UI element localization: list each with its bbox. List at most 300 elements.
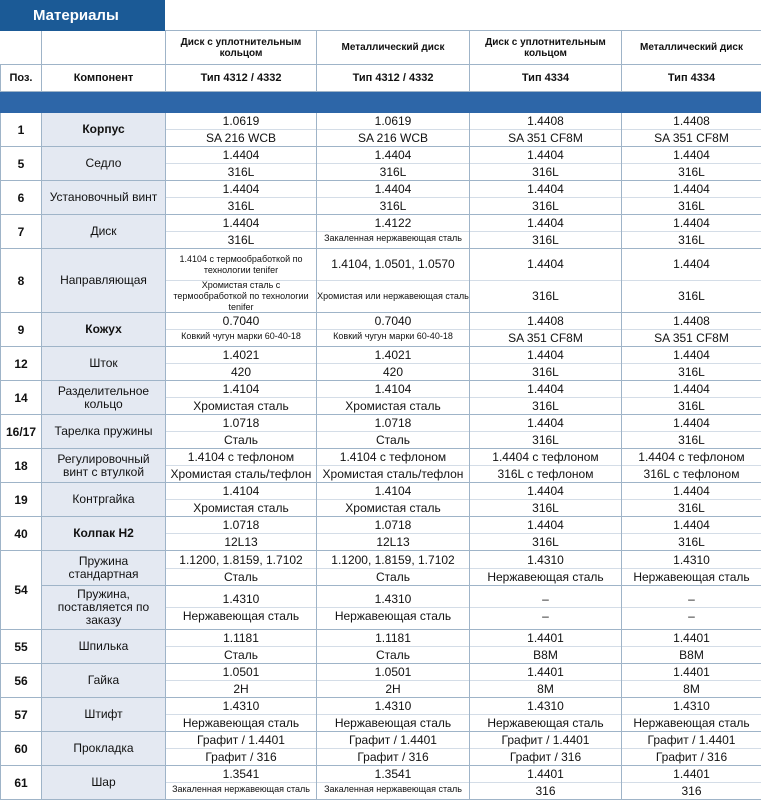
material-cell (622, 113, 761, 147)
component-name: Пружина стандартная (42, 551, 166, 586)
table-row (1, 381, 761, 415)
position-number: 56 (1, 664, 42, 698)
material-cell (470, 551, 622, 586)
material-cell (166, 313, 317, 347)
component-name: Шпилька (42, 630, 166, 664)
position-number: 9 (1, 313, 42, 347)
material-cell (166, 732, 317, 766)
material-cell (317, 483, 470, 517)
material-number: 1.4310 (166, 698, 316, 715)
material-cell (470, 586, 622, 630)
position-number: 61 (1, 766, 42, 800)
component-name: Колпак H2 (42, 517, 166, 551)
material-cell (166, 215, 317, 249)
column-desc: Диск с уплотнительным кольцом (166, 31, 317, 65)
material-spec: 316L (678, 365, 705, 379)
material-number: 1.0718 (166, 517, 316, 534)
table-row (1, 249, 761, 313)
material-spec: 316L (678, 233, 705, 247)
section-title: Материалы (0, 0, 165, 31)
material-cell (166, 517, 317, 551)
material-cell (317, 215, 470, 249)
component-name: Гайка (42, 664, 166, 698)
material-cell (622, 664, 761, 698)
material-cell (317, 517, 470, 551)
material-number: 1.4104, 1.0501, 1.0570 (317, 249, 469, 281)
material-number: 1.4404 (622, 381, 761, 398)
material-cell (622, 181, 761, 215)
material-spec: 316L (227, 233, 255, 247)
material-cell (317, 181, 470, 215)
material-cell (166, 381, 317, 415)
header-empty (1, 31, 42, 65)
material-spec: – (542, 609, 549, 623)
material-cell (470, 698, 622, 732)
material-spec: Хромистая сталь с термообработкой по технологии tenifer (173, 280, 309, 312)
position-number: 8 (1, 249, 42, 313)
material-number: 1.4404 с тефлоном (622, 449, 761, 466)
material-cell (622, 483, 761, 517)
material-cell (470, 215, 622, 249)
material-spec: Ковкий чугун марки 60-40-18 (333, 331, 453, 341)
table-row (1, 113, 761, 147)
material-cell (470, 483, 622, 517)
material-spec: SA 216 WCB (357, 131, 429, 145)
material-cell (317, 698, 470, 732)
material-number: 1.4404 с тефлоном (470, 449, 621, 466)
material-cell (470, 415, 622, 449)
material-spec: Хромистая сталь/тефлон (170, 467, 312, 481)
material-cell (622, 147, 761, 181)
material-spec: SA 216 WCB (205, 131, 277, 145)
material-spec: 316L (379, 165, 407, 179)
material-cell (470, 664, 622, 698)
table-row (1, 517, 761, 551)
material-number: 1.4401 (470, 664, 621, 681)
material-number: 1.4104 с термообработкой по технологии tenifer (166, 249, 316, 281)
material-number: 1.4404 (470, 147, 621, 164)
material-number: 1.4408 (622, 113, 761, 130)
material-cell (166, 449, 317, 483)
material-number: 1.4401 (622, 664, 761, 681)
material-number: 1.0718 (317, 415, 469, 432)
material-cell (317, 347, 470, 381)
material-spec: Графит / 316 (655, 750, 728, 764)
material-cell (166, 415, 317, 449)
header-pos: Поз. (1, 65, 42, 92)
table-row (1, 732, 761, 766)
material-cell (166, 551, 317, 586)
material-cell (622, 732, 761, 766)
material-cell (470, 313, 622, 347)
material-spec: B8M (533, 648, 558, 662)
material-number: 1.4021 (166, 347, 316, 364)
material-number: Графит / 1.4401 (166, 732, 316, 749)
component-name: Прокладка (42, 732, 166, 766)
material-cell (317, 147, 470, 181)
material-spec: 8M (683, 682, 700, 696)
material-cell (317, 766, 470, 800)
material-cell (166, 766, 317, 800)
material-cell (166, 698, 317, 732)
material-spec: SA 351 CF8M (654, 331, 729, 345)
material-cell (470, 630, 622, 664)
material-number: 1.4404 (470, 215, 621, 232)
material-spec: – (688, 609, 695, 623)
material-spec: Ковкий чугун марки 60-40-18 (181, 331, 301, 341)
material-spec: 316L (532, 233, 559, 247)
material-number: 1.4404 (470, 415, 621, 432)
material-number: 1.4310 (166, 591, 316, 608)
header-empty (42, 31, 166, 65)
material-spec: SA 351 CF8M (508, 131, 583, 145)
position-number: 54 (1, 551, 42, 630)
material-cell (622, 698, 761, 732)
material-spec: 316L (678, 501, 705, 515)
material-spec: Хромистая сталь/тефлон (322, 467, 464, 481)
material-spec: Нержавеющая сталь (334, 609, 452, 623)
header-row-desc (1, 31, 761, 65)
material-spec: 316L (678, 399, 705, 413)
material-cell (317, 586, 470, 630)
position-number: 18 (1, 449, 42, 483)
material-number: 1.1200, 1.8159, 1.7102 (317, 552, 469, 569)
material-number: 1.4404 (317, 181, 469, 198)
material-spec: Сталь (224, 569, 258, 584)
material-cell (166, 147, 317, 181)
column-desc: Металлический диск (622, 31, 761, 65)
material-number: 1.4104 (317, 483, 469, 500)
material-number: 1.4401 (622, 630, 761, 647)
material-number: 0.7040 (317, 313, 469, 330)
material-number: 1.4404 (470, 249, 621, 281)
material-spec: 316L (532, 501, 559, 515)
material-spec: Хромистая сталь (345, 399, 441, 413)
material-cell (622, 313, 761, 347)
material-number: Графит / 1.4401 (622, 732, 761, 749)
material-number: Графит / 1.4401 (317, 732, 469, 749)
material-number: 1.4404 (317, 147, 469, 164)
material-spec: 8M (537, 682, 554, 696)
material-number: 1.0619 (317, 113, 469, 130)
table-row (1, 347, 761, 381)
material-spec: Сталь (224, 648, 258, 662)
material-number: 1.4310 (622, 552, 761, 569)
position-number: 14 (1, 381, 42, 415)
material-number: 1.4404 (622, 249, 761, 281)
material-spec: 316L (379, 199, 407, 213)
material-spec: Графит / 316 (205, 750, 277, 764)
component-name: Контргайка (42, 483, 166, 517)
material-spec: SA 351 CF8M (508, 331, 583, 345)
material-spec: 316L (678, 433, 705, 447)
material-spec: Хромистая сталь (193, 501, 289, 515)
material-number: 1.1200, 1.8159, 1.7102 (166, 552, 316, 569)
material-spec: Хромистая сталь (193, 399, 289, 413)
material-cell (622, 381, 761, 415)
material-spec: Нержавеющая сталь (633, 569, 750, 584)
material-number: 1.4104 (166, 483, 316, 500)
material-spec: Сталь (376, 433, 410, 447)
component-name: Кожух (42, 313, 166, 347)
material-spec: 12L13 (224, 535, 258, 549)
material-spec: Нержавеющая сталь (182, 716, 300, 730)
table-body (1, 113, 761, 800)
material-number: Графит / 1.4401 (470, 732, 621, 749)
table-row (1, 181, 761, 215)
material-cell (470, 147, 622, 181)
materials-table (0, 30, 761, 800)
material-cell (622, 215, 761, 249)
material-cell (166, 113, 317, 147)
material-number: 1.4404 (622, 181, 761, 198)
material-number: 1.4404 (622, 147, 761, 164)
material-number: 1.4404 (470, 347, 621, 364)
material-cell (622, 586, 761, 630)
material-cell (317, 630, 470, 664)
material-cell (317, 449, 470, 483)
material-cell (622, 517, 761, 551)
material-number: 1.4104 (317, 381, 469, 398)
material-cell (622, 630, 761, 664)
column-type: Тип 4334 (470, 65, 622, 92)
material-number: 1.4404 (470, 381, 621, 398)
material-cell (317, 415, 470, 449)
table-row (1, 630, 761, 664)
material-number: 1.4404 (622, 215, 761, 232)
component-name: Корпус (42, 113, 166, 147)
material-spec: 2H (233, 682, 249, 696)
material-number: 1.4401 (470, 766, 621, 783)
material-number: 1.4310 (622, 698, 761, 715)
component-name: Регулировочный винт с втулкой (42, 449, 166, 483)
material-number: 1.0718 (317, 517, 469, 534)
material-spec: 316L (532, 535, 559, 549)
material-cell (622, 766, 761, 800)
material-cell (166, 586, 317, 630)
material-cell (622, 449, 761, 483)
material-cell (470, 381, 622, 415)
header-separator (1, 92, 761, 113)
material-number: 1.4404 (622, 517, 761, 534)
material-cell (622, 249, 761, 313)
material-spec: B8M (679, 648, 704, 662)
material-number: 1.4021 (317, 347, 469, 364)
material-number: 1.3541 (166, 766, 316, 783)
component-name: Разделительное кольцо (42, 381, 166, 415)
material-number: 1.0718 (166, 415, 316, 432)
material-cell (317, 551, 470, 586)
column-type: Тип 4334 (622, 65, 761, 92)
material-number: 1.1181 (166, 630, 316, 647)
material-number: 1.4310 (470, 552, 621, 569)
position-number: 5 (1, 147, 42, 181)
column-type: Тип 4312 / 4332 (317, 65, 470, 92)
table-row (1, 313, 761, 347)
material-spec: 12L13 (376, 535, 410, 549)
material-spec: 316L (532, 165, 559, 179)
material-spec: 420 (382, 365, 404, 379)
table-row (1, 551, 761, 586)
material-number: 1.0619 (166, 113, 316, 130)
component-name: Шар (42, 766, 166, 800)
component-name: Тарелка пружины (42, 415, 166, 449)
material-cell (166, 630, 317, 664)
material-spec: 316L (532, 433, 559, 447)
material-cell (470, 113, 622, 147)
material-spec: 316 (681, 784, 702, 798)
material-spec: 316L (678, 165, 705, 179)
column-desc: Диск с уплотнительным кольцом (470, 31, 622, 65)
position-number: 19 (1, 483, 42, 517)
material-number: 1.4404 (622, 347, 761, 364)
material-number: 1.4310 (470, 698, 621, 715)
material-spec: 316L (532, 365, 559, 379)
material-cell (317, 381, 470, 415)
material-spec: 316L с тефлоном (643, 467, 740, 481)
material-number: 1.4104 (166, 381, 316, 398)
material-cell (470, 732, 622, 766)
material-cell (166, 347, 317, 381)
material-spec: Закаленная нержавеющая сталь (172, 784, 310, 794)
position-number: 1 (1, 113, 42, 147)
material-number: 1.1181 (317, 630, 469, 647)
header-row-type (1, 65, 761, 92)
material-spec: 316L (532, 199, 559, 213)
position-number: 57 (1, 698, 42, 732)
material-number: 1.4404 (470, 181, 621, 198)
material-cell (317, 664, 470, 698)
material-cell (622, 415, 761, 449)
table-row (1, 215, 761, 249)
table-row (1, 415, 761, 449)
material-cell (317, 313, 470, 347)
position-number: 60 (1, 732, 42, 766)
material-number: 1.4310 (317, 591, 469, 608)
component-name: Диск (42, 215, 166, 249)
material-number: 1.4408 (470, 113, 621, 130)
material-cell (166, 483, 317, 517)
table-row (1, 147, 761, 181)
material-number: 1.4404 (166, 147, 316, 164)
position-number: 40 (1, 517, 42, 551)
material-spec: 316L с тефлоном (497, 467, 594, 481)
material-spec: Сталь (224, 433, 258, 447)
position-number: 12 (1, 347, 42, 381)
material-spec: Нержавеющая сталь (182, 609, 300, 623)
material-spec: 316L (532, 399, 559, 413)
material-number: 1.4401 (470, 630, 621, 647)
material-cell (317, 113, 470, 147)
material-spec: 316L (678, 535, 705, 549)
material-spec: Нержавеющая сталь (334, 716, 452, 730)
component-name: Шток (42, 347, 166, 381)
material-spec: 316L (678, 199, 705, 213)
component-name: Пружина, поставляется по заказу (42, 586, 166, 630)
material-spec: Сталь (376, 648, 410, 662)
material-number: 1.4408 (622, 313, 761, 330)
component-name: Направляющая (42, 249, 166, 313)
material-spec: 420 (230, 365, 252, 379)
material-cell (622, 551, 761, 586)
material-cell (317, 249, 470, 313)
material-spec: SA 351 CF8M (654, 131, 729, 145)
table-row (1, 698, 761, 732)
material-number: 0.7040 (166, 313, 316, 330)
material-number: 1.0501 (166, 664, 316, 681)
material-spec: Закаленная нержавеющая сталь (324, 784, 462, 794)
material-spec: Графит / 316 (357, 750, 429, 764)
material-spec: Сталь (376, 569, 410, 584)
material-cell (470, 449, 622, 483)
material-spec: Закаленная нержавеющая сталь (324, 233, 462, 243)
column-desc: Металлический диск (317, 31, 470, 65)
table-row (1, 449, 761, 483)
component-name: Штифт (42, 698, 166, 732)
material-spec: Хромистая сталь (345, 501, 441, 515)
material-spec: 2H (385, 682, 401, 696)
material-cell (166, 664, 317, 698)
material-number: 1.4401 (622, 766, 761, 783)
material-number: 1.4408 (470, 313, 621, 330)
material-number: 1.4404 (166, 215, 316, 232)
material-spec: 316L (227, 165, 255, 179)
table-row (1, 483, 761, 517)
material-number: 1.4104 с тефлоном (317, 449, 469, 466)
material-cell (470, 181, 622, 215)
material-spec: Хромистая или нержавеющая сталь (317, 291, 469, 301)
column-type: Тип 4312 / 4332 (166, 65, 317, 92)
material-spec: Нержавеющая сталь (633, 716, 750, 730)
material-number: – (470, 591, 621, 608)
position-number: 6 (1, 181, 42, 215)
material-number: 1.4310 (317, 698, 469, 715)
material-spec: 316L (227, 199, 255, 213)
material-number: 1.0501 (317, 664, 469, 681)
material-cell (470, 249, 622, 313)
material-cell (166, 181, 317, 215)
material-spec: Графит / 316 (509, 750, 582, 764)
position-number: 7 (1, 215, 42, 249)
material-number: 1.3541 (317, 766, 469, 783)
material-spec: 316L (678, 289, 705, 303)
material-number: – (622, 591, 761, 608)
material-cell (622, 347, 761, 381)
material-number: 1.4404 (470, 483, 621, 500)
material-cell (470, 347, 622, 381)
material-number: 1.4404 (166, 181, 316, 198)
material-spec: Нержавеющая сталь (487, 716, 604, 730)
material-number: 1.4104 с тефлоном (166, 449, 316, 466)
component-name: Установочный винт (42, 181, 166, 215)
material-number: 1.4122 (317, 215, 469, 232)
material-number: 1.4404 (470, 517, 621, 534)
header-component: Компонент (42, 65, 166, 92)
table-row (1, 586, 761, 630)
position-number: 16/17 (1, 415, 42, 449)
material-number: 1.4404 (622, 483, 761, 500)
material-spec: Нержавеющая сталь (487, 569, 604, 584)
material-cell (317, 732, 470, 766)
material-spec: 316 (535, 784, 556, 798)
material-cell (470, 517, 622, 551)
material-cell (470, 766, 622, 800)
component-name: Седло (42, 147, 166, 181)
material-cell (166, 249, 317, 313)
table-row (1, 766, 761, 800)
position-number: 55 (1, 630, 42, 664)
table-row (1, 664, 761, 698)
